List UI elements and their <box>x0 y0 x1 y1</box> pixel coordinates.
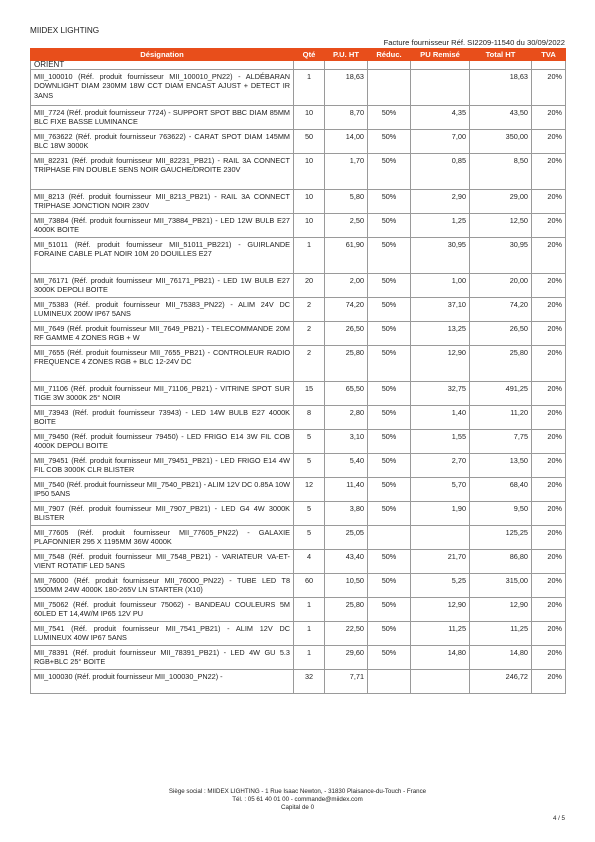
table-row <box>31 346 566 382</box>
line-quantity: 10 <box>294 214 325 238</box>
line-total: 125,25 <box>470 526 532 550</box>
line-total: 9,50 <box>470 502 532 526</box>
line-discounted-price: 1,90 <box>411 502 470 526</box>
line-vat: 20% <box>532 526 566 550</box>
line-description: MII_100010 (Réf. produit fournisseur MII_100010_PN22) - ALDÉBARAN DOWNLIGHT DIAM 230MM 18W CCT DIAM ENCAST AJUST + DETECT IR 3ANS <box>31 70 294 106</box>
header-unit-price: P.U. HT <box>325 49 368 61</box>
line-discounted-price: 2,90 <box>411 190 470 214</box>
line-vat: 20% <box>532 322 566 346</box>
line-description: MII_7541 (Réf. produit fournisseur MII_7541_PB21) - ALIM 12V DC LUMINEUX 40W IP67 5ANS <box>31 622 294 646</box>
line-total: 18,63 <box>470 70 532 106</box>
line-vat: 20% <box>532 214 566 238</box>
line-total: 12,90 <box>470 598 532 622</box>
line-discount: 50% <box>368 322 411 346</box>
line-total: 14,80 <box>470 646 532 670</box>
line-quantity: 1 <box>294 598 325 622</box>
line-description: MII_8213 (Réf. produit fournisseur MII_8213_PB21) - RAIL 3A CONNECT TRIPHASE JONCTION NOIR 230V <box>31 190 294 214</box>
line-discount: 50% <box>368 646 411 670</box>
line-total: 30,95 <box>470 238 532 274</box>
header-total: Total HT <box>470 49 532 61</box>
line-discount: 50% <box>368 130 411 154</box>
line-quantity: 5 <box>294 454 325 478</box>
line-discounted-price: 11,25 <box>411 622 470 646</box>
line-discounted-price: 1,00 <box>411 274 470 298</box>
line-vat: 20% <box>532 502 566 526</box>
line-total: 74,20 <box>470 298 532 322</box>
line-discount: 50% <box>368 214 411 238</box>
line-vat: 20% <box>532 598 566 622</box>
table-row <box>31 502 566 526</box>
line-vat: 20% <box>532 130 566 154</box>
table-row <box>31 430 566 454</box>
line-discounted-price <box>411 670 470 694</box>
footer-address: Siège social : MIIDEX LIGHTING - 1 Rue Isaac Newton, - 31830 Plaisance-du-Touch - France <box>168 788 427 795</box>
line-unit-price: 22,50 <box>325 622 368 646</box>
line-unit-price: 65,50 <box>325 382 368 406</box>
line-unit-price: 3,10 <box>325 430 368 454</box>
line-discounted-price: 5,25 <box>411 574 470 598</box>
supplier-row <box>31 61 566 70</box>
header-discounted-price: PU Remisé <box>411 49 470 61</box>
header-vat: TVA <box>532 49 566 61</box>
table-row <box>31 670 566 694</box>
table-header <box>31 49 566 61</box>
line-total: 491,25 <box>470 382 532 406</box>
invoice-reference: Facture fournisseur Réf. SI2209-11540 du 30/09/2022 <box>383 38 565 47</box>
line-discount: 50% <box>368 454 411 478</box>
line-discount: 50% <box>368 406 411 430</box>
line-vat: 20% <box>532 346 566 382</box>
line-discounted-price: 5,70 <box>411 478 470 502</box>
line-description: MII_51011 (Réf. produit fournisseur MII_51011_PB221) - GUIRLANDE FORAINE CABLE PLAT NOIR 10M 20 DOUILLES E27 <box>31 238 294 274</box>
line-vat: 20% <box>532 622 566 646</box>
table-row <box>31 190 566 214</box>
line-description: MII_73884 (Réf. produit fournisseur MII_73884_PB21) - LED 12W BULB E27 4000K BOITE <box>31 214 294 238</box>
line-unit-price: 5,40 <box>325 454 368 478</box>
line-total: 43,50 <box>470 106 532 130</box>
line-total: 26,50 <box>470 322 532 346</box>
line-unit-price: 25,05 <box>325 526 368 550</box>
line-total: 11,20 <box>470 406 532 430</box>
line-description: MII_75383 (Réf. produit fournisseur MII_75383_PN22) - ALIM 24V DC LUMINEUX 200W IP67 5ANS <box>31 298 294 322</box>
line-description: MII_79451 (Réf. produit fournisseur MII_79451_PB21) - LED FRIGO E14 4W FIL COB 3000K CLR BLISTER <box>31 454 294 478</box>
line-total: 11,25 <box>470 622 532 646</box>
line-unit-price: 3,80 <box>325 502 368 526</box>
line-discount: 50% <box>368 622 411 646</box>
line-vat: 20% <box>532 550 566 574</box>
line-discounted-price: 12,90 <box>411 346 470 382</box>
footer-capital: Capital de 0 <box>280 804 315 811</box>
table-row <box>31 322 566 346</box>
line-vat: 20% <box>532 382 566 406</box>
table-row <box>31 70 566 106</box>
line-unit-price: 26,50 <box>325 322 368 346</box>
line-quantity: 60 <box>294 574 325 598</box>
line-vat: 20% <box>532 574 566 598</box>
line-unit-price: 18,63 <box>325 70 368 106</box>
line-unit-price: 29,60 <box>325 646 368 670</box>
line-unit-price: 2,00 <box>325 274 368 298</box>
line-description: MII_71106 (Réf. produit fournisseur MII_71106_PB21) - VITRINE SPOT SUR TIGE 3W 3000K 25° NOIR <box>31 382 294 406</box>
line-quantity: 2 <box>294 346 325 382</box>
line-vat: 20% <box>532 430 566 454</box>
line-description: MII_78391 (Réf. produit fournisseur MII_78391_PB21) - LED 4W GU 5.3 RGB+BLC 25° BOITE <box>31 646 294 670</box>
line-discount <box>368 70 411 106</box>
line-description: MII_76000 (Réf. produit fournisseur MII_76000_PN22) - TUBE LED T8 1500MM 24W 4000K 180-265V LN STARTER (X10) <box>31 574 294 598</box>
page-number: 4 / 5 <box>552 815 565 822</box>
line-vat: 20% <box>532 406 566 430</box>
line-discount <box>368 670 411 694</box>
line-description: MII_76171 (Réf. produit fournisseur MII_76171_PB21) - LED 1W BULB E27 3000K DEPOLI BOITE <box>31 274 294 298</box>
line-unit-price: 5,80 <box>325 190 368 214</box>
line-quantity: 10 <box>294 154 325 190</box>
line-total: 315,00 <box>470 574 532 598</box>
line-vat: 20% <box>532 298 566 322</box>
line-discount: 50% <box>368 430 411 454</box>
line-description: MII_75062 (Réf. produit fournisseur 75062) - BANDEAU COULEURS 5M 60LED ET 14,4W/M IP65 12V PU <box>31 598 294 622</box>
table-row <box>31 238 566 274</box>
line-discount: 50% <box>368 298 411 322</box>
line-unit-price: 2,80 <box>325 406 368 430</box>
line-quantity: 5 <box>294 430 325 454</box>
table-row <box>31 526 566 550</box>
line-total: 350,00 <box>470 130 532 154</box>
line-unit-price: 25,80 <box>325 346 368 382</box>
line-discounted-price: 12,90 <box>411 598 470 622</box>
line-quantity: 2 <box>294 298 325 322</box>
footer-contact: Tél. : 05 61 40 01 00 - commande@miidex.com <box>232 796 363 803</box>
line-vat: 20% <box>532 478 566 502</box>
line-unit-price: 43,40 <box>325 550 368 574</box>
header-designation: Désignation <box>31 49 294 61</box>
line-discounted-price: 2,70 <box>411 454 470 478</box>
line-discount: 50% <box>368 346 411 382</box>
line-unit-price: 25,80 <box>325 598 368 622</box>
line-discount <box>368 526 411 550</box>
line-total: 68,40 <box>470 478 532 502</box>
line-unit-price: 74,20 <box>325 298 368 322</box>
line-total: 25,80 <box>470 346 532 382</box>
line-quantity: 15 <box>294 382 325 406</box>
line-description: MII_7655 (Réf. produit fournisseur MII_7655_PB21) - CONTROLEUR RADIO FREQUENCE 4 ZONES RGB + BLC 12-24V DC <box>31 346 294 382</box>
line-vat: 20% <box>532 190 566 214</box>
line-vat: 20% <box>532 646 566 670</box>
line-discounted-price: 14,80 <box>411 646 470 670</box>
line-discounted-price <box>411 526 470 550</box>
line-quantity: 5 <box>294 526 325 550</box>
table-row <box>31 154 566 190</box>
line-quantity: 1 <box>294 622 325 646</box>
line-total: 8,50 <box>470 154 532 190</box>
line-discounted-price: 1,55 <box>411 430 470 454</box>
line-discount: 50% <box>368 154 411 190</box>
invoice-lines-table <box>30 48 566 694</box>
table-row <box>31 550 566 574</box>
line-description: MII_7649 (Réf. produit fournisseur MII_7649_PB21) - TELECOMMANDE 20M RF GAMME 4 ZONES RGB + W <box>31 322 294 346</box>
line-discounted-price: 13,25 <box>411 322 470 346</box>
table-row <box>31 574 566 598</box>
line-discounted-price: 1,40 <box>411 406 470 430</box>
line-total: 13,50 <box>470 454 532 478</box>
line-unit-price: 10,50 <box>325 574 368 598</box>
line-total: 29,00 <box>470 190 532 214</box>
line-vat: 20% <box>532 454 566 478</box>
line-discounted-price: 21,70 <box>411 550 470 574</box>
line-discount: 50% <box>368 106 411 130</box>
line-discount: 50% <box>368 598 411 622</box>
line-unit-price: 14,00 <box>325 130 368 154</box>
line-discount: 50% <box>368 550 411 574</box>
line-quantity: 20 <box>294 274 325 298</box>
line-total: 7,75 <box>470 430 532 454</box>
line-description: MII_7724 (Réf. produit fournisseur 7724) - SUPPORT SPOT BBC DIAM 85MM BLC FIXE BASSE LUMINANCE <box>31 106 294 130</box>
line-vat: 20% <box>532 106 566 130</box>
line-discount: 50% <box>368 274 411 298</box>
supplier-name: ORIENT <box>31 61 294 70</box>
table-row <box>31 406 566 430</box>
line-vat: 20% <box>532 274 566 298</box>
header-quantity: Qté <box>294 49 325 61</box>
table-row <box>31 106 566 130</box>
line-total: 86,80 <box>470 550 532 574</box>
line-discount: 50% <box>368 238 411 274</box>
line-quantity: 4 <box>294 550 325 574</box>
line-discount: 50% <box>368 574 411 598</box>
table-row <box>31 454 566 478</box>
line-description: MII_82231 (Réf. produit fournisseur MII_82231_PB21) - RAIL 3A CONNECT TRIPHASE FIN DOUBLE SENS NOIR GAUCHE/DROITE 230V <box>31 154 294 190</box>
line-total: 20,00 <box>470 274 532 298</box>
line-discounted-price: 32,75 <box>411 382 470 406</box>
line-description: MII_7548 (Réf. produit fournisseur MII_7548_PB21) - VARIATEUR VA-ET-VIENT ROTATIF LED 5ANS <box>31 550 294 574</box>
table-row <box>31 646 566 670</box>
line-discount: 50% <box>368 190 411 214</box>
line-quantity: 10 <box>294 190 325 214</box>
line-discounted-price: 1,25 <box>411 214 470 238</box>
line-quantity: 8 <box>294 406 325 430</box>
line-description: MII_763622 (Réf. produit fournisseur 763622) - CARAT SPOT DIAM 145MM BLC 18W 3000K <box>31 130 294 154</box>
table-body <box>31 61 566 694</box>
line-quantity: 1 <box>294 646 325 670</box>
line-unit-price: 11,40 <box>325 478 368 502</box>
line-unit-price: 2,50 <box>325 214 368 238</box>
table-row <box>31 130 566 154</box>
line-unit-price: 1,70 <box>325 154 368 190</box>
line-unit-price: 61,90 <box>325 238 368 274</box>
line-quantity: 2 <box>294 322 325 346</box>
line-total: 12,50 <box>470 214 532 238</box>
line-vat: 20% <box>532 154 566 190</box>
line-quantity: 10 <box>294 106 325 130</box>
line-discounted-price: 30,95 <box>411 238 470 274</box>
company-name: MIIDEX LIGHTING <box>30 26 100 35</box>
line-discounted-price: 37,10 <box>411 298 470 322</box>
line-discounted-price: 7,00 <box>411 130 470 154</box>
line-vat: 20% <box>532 670 566 694</box>
line-discount: 50% <box>368 502 411 526</box>
line-description: MII_77605 (Réf. produit fournisseur MII_77605_PN22) - GALAXIE PLAFONNIER 295 X 1195MM 36W 4000K <box>31 526 294 550</box>
line-quantity: 1 <box>294 70 325 106</box>
line-discounted-price: 0,85 <box>411 154 470 190</box>
line-description: MII_79450 (Réf. produit fournisseur 79450) - LED FRIGO E14 3W FIL COB 4000K DEPOLI BOITE <box>31 430 294 454</box>
line-total: 246,72 <box>470 670 532 694</box>
line-quantity: 32 <box>294 670 325 694</box>
line-vat: 20% <box>532 238 566 274</box>
line-quantity: 12 <box>294 478 325 502</box>
line-description: MII_7540 (Réf. produit fournisseur MII_7540_PB21) - ALIM 12V DC 0.85A 10W IP50 5ANS <box>31 478 294 502</box>
table-row <box>31 622 566 646</box>
line-description: MII_7907 (Réf. produit fournisseur MII_7907_PB21) - LED G4 4W 3000K BLISTER <box>31 502 294 526</box>
header-discount: Réduc. <box>368 49 411 61</box>
line-quantity: 1 <box>294 238 325 274</box>
line-description: MII_100030 (Réf. produit fournisseur MII_100030_PN22) - <box>31 670 294 694</box>
line-quantity: 5 <box>294 502 325 526</box>
table-row <box>31 598 566 622</box>
line-quantity: 50 <box>294 130 325 154</box>
line-description: MII_73943 (Réf. produit fournisseur 73943) - LED 14W BULB E27 4000K BOITE <box>31 406 294 430</box>
table-row <box>31 214 566 238</box>
table-row <box>31 298 566 322</box>
line-unit-price: 8,70 <box>325 106 368 130</box>
table-row <box>31 274 566 298</box>
table-row <box>31 478 566 502</box>
line-discounted-price <box>411 70 470 106</box>
line-discount: 50% <box>368 478 411 502</box>
line-vat: 20% <box>532 70 566 106</box>
table-row <box>31 382 566 406</box>
line-discounted-price: 4,35 <box>411 106 470 130</box>
line-discount: 50% <box>368 382 411 406</box>
line-unit-price: 7,71 <box>325 670 368 694</box>
